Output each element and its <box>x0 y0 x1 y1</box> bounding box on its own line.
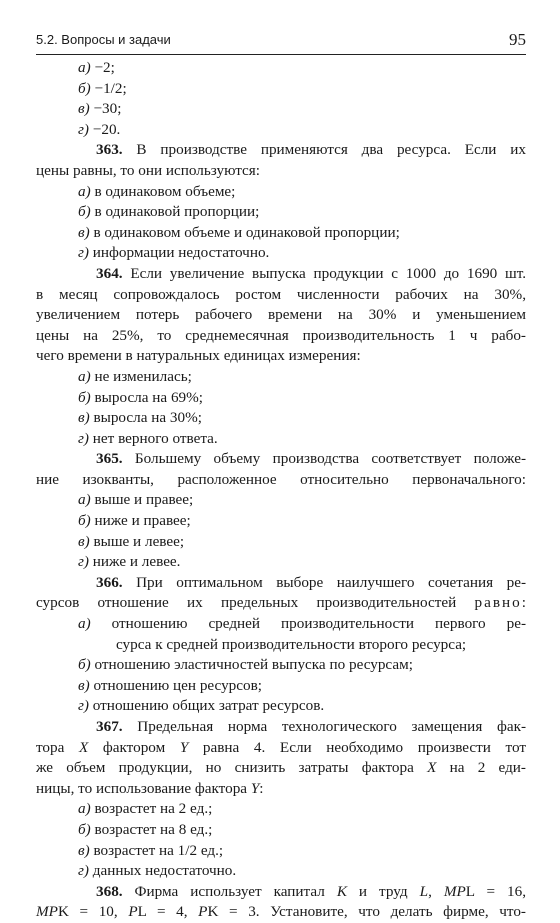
italic-label: б) <box>78 79 91 97</box>
italic-label: MP <box>36 903 58 921</box>
text-span: −2; <box>90 59 115 76</box>
running-header <box>36 30 526 55</box>
text-line <box>36 449 526 470</box>
text-span: в одинаковой пропорции; <box>90 203 260 221</box>
text-line <box>36 882 526 903</box>
text-span: −20. <box>88 120 121 138</box>
italic-label: в) <box>78 532 90 550</box>
text-span: : <box>259 779 264 797</box>
text-span: ниже и левее. <box>88 553 181 571</box>
italic-label: г) <box>78 862 89 880</box>
text-line <box>36 243 526 264</box>
text-span: −30; <box>89 100 122 118</box>
text-line <box>36 717 526 738</box>
text-line <box>36 182 526 203</box>
problem-number: 365. <box>96 450 123 468</box>
text-line <box>36 99 526 120</box>
text-span: тора <box>36 738 79 756</box>
text-line <box>36 470 526 491</box>
text-line <box>36 429 526 450</box>
italic-label: б) <box>78 203 91 221</box>
text-span: выше и левее; <box>89 532 185 550</box>
italic-label: б) <box>78 512 91 530</box>
text-line <box>36 388 526 409</box>
text-span: равна 4. Если необходимо произвести тот <box>188 738 526 756</box>
text-line <box>36 285 526 306</box>
text-line <box>36 655 526 676</box>
text-line <box>36 614 526 635</box>
text-span: K = 3. Установите, что делать фирме, что- <box>207 903 526 921</box>
italic-label: X <box>79 738 89 756</box>
text-span: на 2 еди- <box>436 759 526 777</box>
text-span: : <box>521 594 526 612</box>
text-span: информации недостаточно. <box>88 244 270 262</box>
text-line <box>36 408 526 429</box>
problem-number: 366. <box>96 573 123 591</box>
italic-label: X <box>427 759 437 777</box>
italic-label: MP <box>443 882 466 900</box>
text-span: возрастет на 8 ед.; <box>90 820 213 838</box>
text-span: ницы, то использование фактора <box>36 779 251 797</box>
text-span: сурса к средней производительности второго ресурса; <box>116 635 467 653</box>
text-line <box>36 326 526 347</box>
italic-label: а) <box>78 615 91 633</box>
text-line <box>36 779 526 800</box>
text-span: возрастет на 1/2 ед.; <box>89 841 224 859</box>
text-line <box>36 799 526 820</box>
text-span: увеличением потерь рабочего времени на 30% и уменьшением <box>36 306 526 324</box>
text-line <box>36 902 526 923</box>
text-line <box>36 346 526 367</box>
text-line <box>36 635 526 656</box>
italic-label: г) <box>78 244 89 262</box>
text-span: нет верного ответа. <box>88 429 218 447</box>
italic-label: в) <box>78 409 90 427</box>
section-title: 5.2. Вопросы и задачи <box>36 32 171 47</box>
italic-label: Y <box>179 738 189 756</box>
text-line <box>36 861 526 882</box>
page-number: 95 <box>509 30 526 49</box>
text-line <box>36 532 526 553</box>
text-line <box>36 367 526 388</box>
text-span: В производстве применяются два ресурса. Если их <box>122 141 526 159</box>
text-span: не изменилась; <box>90 367 192 385</box>
text-span: цены на 25%, то среднемесячная производительность 1 ч рабо- <box>36 326 526 344</box>
italic-label: K <box>336 882 347 900</box>
italic-label: в) <box>78 841 90 859</box>
text-span: L = 4, <box>137 903 199 921</box>
text-span: возрастет на 2 ед.; <box>90 800 213 818</box>
text-span: , <box>428 882 444 900</box>
italic-label: в) <box>78 676 90 694</box>
text-line <box>36 202 526 223</box>
text-span: отношению эластичностей выпуска по ресурсам; <box>90 656 413 674</box>
text-line <box>36 490 526 511</box>
text-span: При оптимальном выборе наилучшего сочетания ре- <box>122 573 526 591</box>
text-span: отношению общих затрат ресурсов. <box>88 697 325 715</box>
text-line <box>36 696 526 717</box>
text-span: выше и правее; <box>90 491 194 509</box>
italic-label: а) <box>78 182 91 200</box>
problem-number: 364. <box>96 264 123 282</box>
text-span: −1/2; <box>90 79 127 97</box>
text-line <box>36 58 526 79</box>
text-line <box>36 223 526 244</box>
problem-number: 367. <box>96 718 123 735</box>
text-span: ние изокванты, расположенное относительно первоначального: <box>36 470 526 488</box>
text-span: же объем продукции, но снизить затраты фактора <box>36 759 428 777</box>
italic-label: б) <box>78 656 91 674</box>
problem-number: 363. <box>96 141 123 159</box>
italic-label: а) <box>78 800 91 818</box>
text-span: Фирма использует капитал <box>122 882 337 900</box>
text-span: в месяц сопровождалось ростом численности рабочих на 30%, <box>36 285 526 303</box>
italic-label: Y <box>250 779 260 797</box>
text-line <box>36 511 526 532</box>
text-span: фактором <box>88 738 180 756</box>
text-line <box>36 573 526 594</box>
text-span: сурсов отношение их предельных производительностей <box>36 594 475 612</box>
italic-label: г) <box>78 120 89 138</box>
text-span: Предельная норма технологического замещения фак- <box>122 718 526 735</box>
italic-label: а) <box>78 59 91 76</box>
text-span: отношению цен ресурсов; <box>89 676 262 694</box>
text-span: в одинаковом объеме и одинаковой пропорции; <box>89 223 400 241</box>
page-body <box>36 58 526 923</box>
italic-label: в) <box>78 223 90 241</box>
text-line <box>36 758 526 779</box>
italic-label: г) <box>78 429 89 447</box>
text-span: равно <box>474 594 522 612</box>
text-line <box>36 676 526 697</box>
italic-label: L <box>419 882 429 900</box>
text-span: данных недостаточно. <box>88 862 237 880</box>
text-span: Если увеличение выпуска продукции с 1000 до 1690 шт. <box>122 264 526 282</box>
italic-label: в) <box>78 100 90 118</box>
text-span: ниже и правее; <box>90 512 191 530</box>
italic-label: б) <box>78 820 91 838</box>
text-span: в одинаковом объеме; <box>90 182 236 200</box>
italic-label: а) <box>78 491 91 509</box>
text-span: L = 16, <box>465 882 527 900</box>
text-line <box>36 305 526 326</box>
text-line <box>36 593 526 614</box>
text-span: Большему объему производства соответствует положе- <box>122 450 526 468</box>
text-line <box>36 140 526 161</box>
text-line <box>36 79 526 100</box>
text-line <box>36 552 526 573</box>
text-line <box>36 738 526 759</box>
italic-label: P <box>198 903 208 921</box>
text-line <box>36 820 526 841</box>
text-line <box>36 120 526 141</box>
text-line <box>36 264 526 285</box>
italic-label: г) <box>78 553 89 571</box>
italic-label: б) <box>78 388 91 406</box>
text-span: и труд <box>346 882 420 900</box>
italic-label: г) <box>78 697 89 715</box>
text-span: отношению средней производительности первого ре- <box>90 615 526 633</box>
text-line <box>36 161 526 182</box>
text-span: выросла на 30%; <box>89 409 202 427</box>
text-span: выросла на 69%; <box>90 388 204 406</box>
text-span: цены равны, то они используются: <box>36 161 260 179</box>
text-span: K = 10, <box>57 903 129 921</box>
text-line <box>36 841 526 862</box>
italic-label: а) <box>78 367 91 385</box>
text-span: чего времени в натуральных единицах измерения: <box>36 347 361 365</box>
problem-number: 368. <box>96 882 123 900</box>
italic-label: P <box>128 903 138 921</box>
